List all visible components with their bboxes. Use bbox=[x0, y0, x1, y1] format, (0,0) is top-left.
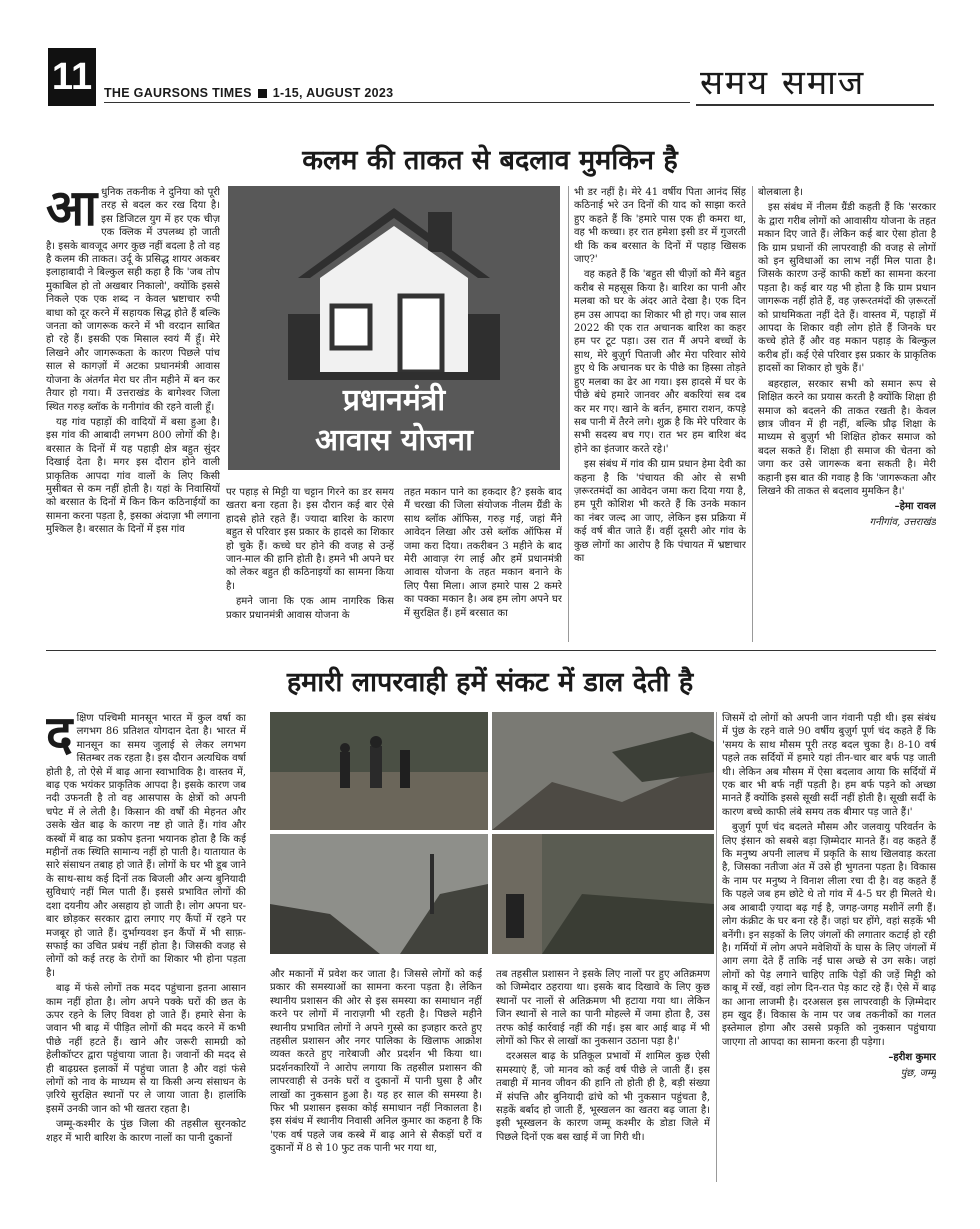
paper-name: THE GAURSONS TIMES bbox=[104, 86, 252, 100]
flood-photo-mist-road bbox=[270, 834, 488, 954]
issue-date: 1-15, AUGUST 2023 bbox=[272, 86, 394, 100]
pmay-text-line2: आवास योजना bbox=[315, 423, 473, 458]
article2-paragraph: दरअसल बाढ़ के प्रतिकूल प्रभावों में शामिल कुछ ऐसी समस्याएं हैं, जो मानव को कई वर्ष पीछे ले जाती हैं। इस तबाही में मानव जीवन की हानि तो होती ही है, बड़ी संख्या में संपत्ति और बुनियादी ढांचे को भी नुकसान पहुंचता है, सड़कें बर्बाद हो जाती हैं, भूस्खलन का खतरा बढ़ जाता है। इसी भूस्खलन के कारण जम्मू कश्मीर के डोडा जिले में पिछले दिनों एक बस खाई में जा गिरी थी। bbox=[496, 1051, 710, 1143]
article1-author: –हेमा रावल bbox=[894, 501, 936, 513]
article2-column-1 bbox=[46, 712, 246, 1182]
article2-place: पुंछ, जम्मू bbox=[900, 1067, 936, 1079]
article1-paragraph: धुनिक तकनीक ने दुनिया को पूरी तरह से बदल कर रख दिया है। इस डिजिटल युग में हर एक चीज़ एक क्लिक में उपलब्ध हो जाती है। इसके बावजूद अगर कुछ नहीं बदला है तो वह है कलम की ताकत। उर्दू के प्रसिद्ध शायर अकबर इलाहाबादी ने बिल्कुल सही कहा है कि 'जब तोप मुकाबिल हो तो अखबार निकालो', क्योंकि इससे निकले एक एक शब्द न केवल भ्रष्टाचार रुपी बाधा को दूर करने में सहायक सिद्ध होते हैं बल्कि जनता को जागरूक करने में भी वरदान साबित हो रहे हैं। इसकी एक मिसाल स्वयं मैं हूँ। मेरे लिखने और जागरूकता के कारण पिछले पांच साल से कागज़ों में अटका प्रधानमंत्री आवास योजना के अंतर्गत मेरा घर तीन महीने में बन कर तैयार हो गया। मैं उत्तराखंड के बागेश्वर जिला स्थित गरुड़ ब्लॉक के गनीगांव की रहने वाली हूँ। bbox=[46, 187, 220, 413]
article2-column-2 bbox=[270, 968, 482, 1182]
article1-drop-cap: आ bbox=[46, 186, 98, 237]
article2-paragraph: बुज़ुर्ग पूर्ण चंद बदलते मौसम और जलवायु परिवर्तन के लिए इंसान को सबसे बड़ा ज़िम्मेदार मानते हैं। वह कहते हैं कि मनुष्य अपनी लालच में प्रकृति के साथ खिलवाड़ करता है, जिसका नतीजा अंत में उसे ही भुगतना पड़ता है। विकास के नाम पर मनुष्य ने विनाश लीला रचा दी है। वह कहते हैं कि पहले जब हम छोटे थे तो गांव में 4-5 घर ही मिलते थे। अब आबादी ज़्यादा बढ़ गई है, जगह-जगह मशीनें लगी हैं। लोग कंक्रीट के घर बना रहे हैं। जहां घर होंगे, वहां सड़कें भी बनेंगी। इन सड़कों के लिए जंगलों की लगातार कटाई हो रही है। गर्मियों में लोग अपने मवेशियों के घास के लिए जंगलों में आग लगा देते हैं ताकि नई घास अच्छे से उग सके। जहां लोगों को पेड़ लगाने चाहिए ताकि पेड़ों की जड़ें मिट्टी को काबू में रखें, वहां लोग दिन-रात पेड़ काट रहे हैं। ऐसे में बाढ़ का आना लाजमी है। दरअसल इस लापरवाही के ज़िम्मेदार हम खुद हैं। विकास के नाम पर जब तकनीकों का गलत इस्तेमाल होगा और उससे प्रकृति को नुकसान पहुंचाया जाएगा तो आपदा का सामना करना ही पड़ेगा। bbox=[722, 822, 936, 1048]
article1-paragraph: बहरहाल, सरकार सभी को समान रूप से शिक्षित करने का प्रयास करती है क्योंकि शिक्षा ही समाज को बदलने की ताकत रखती है। केवल छात्र जीवन में ही नहीं, बल्कि प्रौढ़ शिक्षा के माध्यम से बुज़ुर्ग भी शिक्षित होकर समाज को बदल सकते हैं। शिक्षा ही समाज की चेतना को जगा कर उसे जागरूक बना सकती है। मेरी कहानी इस बात की गवाह है कि 'जागरूकता और लिखने की ताकत से बदलाव मुमकिन है।' bbox=[758, 378, 936, 497]
separator-square-icon bbox=[258, 89, 267, 98]
article1-column-4 bbox=[574, 186, 746, 642]
article1-paragraph: हमने जाना कि एक आम नागरिक किस प्रकार प्रधानमंत्री आवास योजना के bbox=[226, 596, 394, 621]
article2-column-4 bbox=[722, 712, 936, 1182]
section-title: समय समाज bbox=[700, 63, 866, 103]
article1-paragraph: भी डर नहीं है। मेरे 41 वर्षीय पिता आनंद सिंह कठिनाई भरे उन दिनों की याद को साझा करते हुए कहते हैं कि 'हमारे पास एक ही कमरा था, वह भी कच्चा। हर रात हमेशा इसी डर में गुजरती थी कि कब बरसात के दिनों में पहाड़ खिसक जाए?' bbox=[574, 187, 746, 266]
article2-paragraph: जिसमें दो लोगों को अपनी जान गंवानी पड़ी थी। इस संबंध में पुंछ के रहने वाले 90 वर्षीय बुज़ुर्ग पूर्ण चंद कहते हैं कि 'समय के साथ मौसम पूरी तरह बदल चुका है। 8-10 वर्ष पहले तक सर्दियों में हमारे यहां तीन-चार बार बर्फ पड़ जाती थी। लेकिन अब मौसम में ऐसा बदलाव आया कि सर्दियों में एक बार भी बर्फ नहीं पड़ती है। हम बर्फ पड़ने को अच्छा मानते हैं क्योंकि इससे सूखी सर्दी नहीं होती है। सूखी सर्दी के कारण बच्चे काफी लंबे समय तक बीमार पड़ जाते हैं।' bbox=[722, 713, 936, 818]
section-rule bbox=[696, 104, 934, 106]
article1-paragraph: तहत मकान पाने का हकदार है? इसके बाद मैं चरखा की जिला संयोजक नीलम ग्रैंडी के साथ ब्लॉक ऑफिस, गरुड़ गई, जहां मैंने आवेदन लिखा और उसे ब्लॉक ऑफिस में जमा करा दिया। तकरीबन 3 महीने के बाद मेरी आवाज़ रंग लाई और हमें प्रधानमंत्री आवास योजना के तहत मकान बनाने के लिए पैसा मिला। आज हमारे पास 2 कमरे का पक्का मकान है। अब हम लोग अपने घर में सुरक्षित हैं। हमें बरसात का bbox=[404, 487, 562, 619]
article2-paragraph: क्षिण पश्चिमी मानसून भारत में कुल वर्षा का लगभग 86 प्रतिशत योगदान देता है। भारत में मानसून का समय जुलाई से लेकर लगभग सितम्बर तक रहता है। इस दौरान अत्यधिक वर्षा होती है, तो ऐसे में बाढ़ आना स्वाभाविक है। वास्तव में, बाढ़ एक भयंकर प्राकृतिक आपदा है। इसके कारण जब नदी उफनती है तो वह आसपास के क्षेत्रों को अपनी चपेट में ले लेती है। किसान की वर्षों की मेहनत और उसके खेत बाढ़ के कारण नष्ट हो जाते हैं। गांव और कस्बों में बाढ़ का प्रकोप इतना भयानक होता है कि कई महीनों तक स्थिति सामान्य नहीं हो पाती है। यातायात के सारे संसाधन तबाह हो जाते हैं। लोगों के घर भी डूब जाने के साथ-साथ कई दिनों तक बिजली और अन्य बुनियादी सुविधाएं नहीं मिल पाती हैं। इससे प्रभावित लोगों की दशा दयनीय और असहाय हो जाती है। लोग अपना घर-बार छोड़कर सरकार द्वारा लगाए गए कैंपों में रहने पर मजबूर हो जाते हैं। दुर्भाग्यवश इन कैंपों में भी साफ़-सफाई का उचित प्रबंध नहीं होता है। जिसकी वजह से लोगों को कई तरह के रोगों का शिकार भी होना पड़ता है। bbox=[46, 713, 246, 979]
article1-paragraph: यह गांव पहाड़ों की वादियों में बसा हुआ है। इस गांव की आबादी लगभग 800 लोगों की है। बरसात के दिनों में यह पहाड़ी क्षेत्र बहुत सुंदर दिखाई देता है। मगर इस दौरान होने वाली प्राकृतिक आपदा गांव वालों के लिए किसी मुसीबत से कम नहीं होती है। यहां के निवासियों को बरसात के दिनों में किन किन कठिनाईयों का सामना करना पड़ता है, इसका अंदाज़ा भी लगाना मुश्किल है। बरसात के दिनों में इस गांव bbox=[46, 416, 220, 536]
article2-column-3 bbox=[496, 968, 710, 1182]
article1-paragraph: बोलबाला है। bbox=[758, 187, 804, 198]
flood-photo-landslide bbox=[492, 712, 714, 830]
article-separator bbox=[46, 650, 936, 651]
article1-paragraph: पर पहाड़ से मिट्टी या चट्टान गिरने का डर समय खतरा बना रहता है। इस दौरान कई बार ऐसे हादसे होते रहते हैं। ज्यादा बारिश के कारण बहुत से परिवार इस प्रकार के हादसे का शिकार हो चुके हैं। कच्चे घर होने की वजह से उन्हें जान-माल की हानि होती है। हमने भी अपने घर को लेकर बहुत ही कठिनाइयों का सामना किया है। bbox=[226, 487, 394, 592]
pmay-illustration bbox=[228, 186, 560, 470]
article1-column-3 bbox=[404, 486, 562, 642]
article2-paragraph: जम्मू-कश्मीर के पुंछ जिला की तहसील सुरनकोट शहर में भारी बारिश के कारण नालों का पानी दुकानों bbox=[46, 1119, 246, 1144]
article1-headline: कलम की ताकत से बदलाव मुमकिन है bbox=[302, 145, 678, 176]
column-divider bbox=[752, 186, 753, 642]
article2-paragraph: तब तहसील प्रशासन ने इसके लिए नालों पर हुए अतिक्रमण को जिम्मेदार ठहराया था। इसके बाद दिखावे के लिए कुछ स्थानों पर नालों से अतिक्रमण भी हटाया गया था। लेकिन जिन स्थानों से नाले का पानी मोहल्ले में जमा होता है, उस तरफ कोई कार्रवाई नहीं की गई। इस बार आई बाढ़ में भी लोगों को फिर से लाखों का नुकसान उठाना पड़ा है।' bbox=[496, 969, 710, 1048]
article1-column-2 bbox=[226, 486, 394, 642]
article1-paragraph: इस संबंध में गांव की ग्राम प्रधान हेमा देवी का कहना है कि 'पंचायत की ओर से सभी ज़रूरतमंदों का आवेदन जमा करा दिया गया है, हम पूरी कोशिश भी करते हैं कि उनके मकान का नंबर जल्द आ जाए, लेकिन इस प्रक्रिया में कई वर्ष बीत जाते हैं। वहीं दूसरी ओर गांव के कुछ लोगों का आरोप है कि पंचायत में भ्रष्टाचार का bbox=[574, 459, 746, 564]
masthead bbox=[104, 86, 393, 100]
photo-mist-road bbox=[270, 834, 488, 954]
article1-column-1 bbox=[46, 186, 220, 642]
article2-paragraph: और मकानों में प्रवेश कर जाता है। जिससे लोगों को कई प्रकार की समस्याओं का सामना करना पड़ता है। लेकिन स्थानीय प्रशासन की ओर से इस समस्या का समाधान नहीं करने पर लोगों में नाराज़गी भी रहती है। पिछले महीने स्थानीय प्रभावित लोगों ने अपने गुस्से का इजहार करते हुए तहसील प्रशासन और नगर पालिका के खिलाफ आक्रोश व्यक्त करते हुए नारेबाजी और प्रदर्शन भी किया था। प्रदर्शनकारियों ने आरोप लगाया कि तहसील प्रशासन की लापरवाही से उनके घरों व दुकानों में पानी घुसा है और लाखों का नुकसान हुआ है। यह हर साल की समस्या है। फिर भी प्रशासन इसका कोई समाधान नहीं निकालता है। इस संबंध में स्थानीय निवासी अनिल कुमार का कहना है कि 'एक वर्ष पहले जब कस्बे में बाढ़ आने से सैकड़ों घरों व दुकानों में 8 से 10 फुट तक पानी भर गया था, bbox=[270, 969, 482, 1155]
column-divider bbox=[716, 712, 717, 1182]
article1-column-5 bbox=[758, 186, 936, 642]
article2-headline: हमारी लापरवाही हमें संकट में डाल देती है bbox=[286, 667, 694, 698]
article2-author: –हरीश कुमार bbox=[888, 1052, 936, 1064]
page-number: 11 bbox=[48, 48, 96, 106]
pmay-text-line1: प्रधानमंत्री bbox=[342, 383, 446, 418]
article2-paragraph: बाढ़ में फंसे लोगों तक मदद पहुंचाना इतना आसान काम नहीं होता है। लोग अपने पक्के घरों की छत के ऊपर रहने के लिए विवश हो जाते हैं। हमारे सेना के जवान भी बाढ़ में पीड़ित लोगों की मदद करने में कभी पीछे नहीं हटते हैं। खाने और जरूरी सामग्री को हेलीकॉप्टर द्वारा पहुंचाया जाता है। जवानों की मदद से ही बाढ़ग्रस्त इलाकों में पहुंचा जाता है और वहां फंसे लोगों को नाव के माध्यम से या किसी अन्य संसाधन के ज़रिये सुरक्षित स्थानों पर ले जाया जाता है। हालांकि इसमें उनकी जान को भी खतरा रहता है। bbox=[46, 983, 246, 1115]
article1-paragraph: इस संबंध में नीलम ग्रैंडी कहती हैं कि 'सरकार के द्वारा गरीब लोगों को आवासीय योजना के तहत मकान दिए जाते हैं। लेकिन कई बार ऐसा होता है कि ग्राम प्रधानों की लापरवाही की वजह से लोगों को इन सुविधाओं का लाभ नहीं मिल पाता है। जिसके कारण उन्हें काफी कष्टों का सामना करना पड़ता है। कई बार यह भी होता है कि ग्राम प्रधान जागरूक नहीं होते हैं, वह ज़रूरतमंदों की ज़रूरतों को प्राथमिकता नहीं देते हैं। वास्तव में, पहाड़ों में आपदा के शिकार वही लोग होते हैं जिनके घर कच्चे होते हैं और वह मकान पहाड़ के बिल्कुल करीब हों। कई ऐसे परिवार इस प्रकार के प्राकृतिक हादसों का शिकार हो चुके हैं।' bbox=[758, 202, 936, 375]
photo-debris bbox=[492, 834, 714, 954]
column-divider bbox=[568, 186, 569, 642]
article1-paragraph: वह कहते हैं कि 'बहुत सी चीज़ों को मैंने बहुत करीब से महसूस किया है। बारिश का पानी और मलबा को घर के अंदर आते देखा है। एक दिन हम उस आपदा का शिकार भी हो गए। जब साल 2022 की एक रात अचानक बारिश का कहर हम पर टूट पड़ा। उस रात मैं अपने बच्चों के साथ, मेरे बुज़ुर्ग पिताजी और मेरा परिवार सोये हुए थे कि अचानक घर के पीछे का हिस्सा तोड़ते हुए मलबा का ढेर आ गया। इस हादसे में घर के पीछे बंधे हमारे जानवर और बकरियां सब दब कर मर गए। खाने के बर्तन, हमारा राशन, कपड़े सब पानी में तैरने लगे। शुक्र है कि मेरे परिवार के सभी सदस्य बच गए। रात भर हम बारिश बंद होने का इंतजार करते रहे।' bbox=[574, 269, 746, 455]
article2-drop-cap: द bbox=[46, 712, 73, 763]
article1-place: गनीगांव, उत्तराखंड bbox=[869, 516, 936, 528]
masthead-rule bbox=[104, 102, 690, 103]
flood-photo-villagers bbox=[270, 712, 488, 830]
photo-villagers bbox=[270, 712, 488, 830]
photo-landslide bbox=[492, 712, 714, 830]
flood-photo-debris bbox=[492, 834, 714, 954]
